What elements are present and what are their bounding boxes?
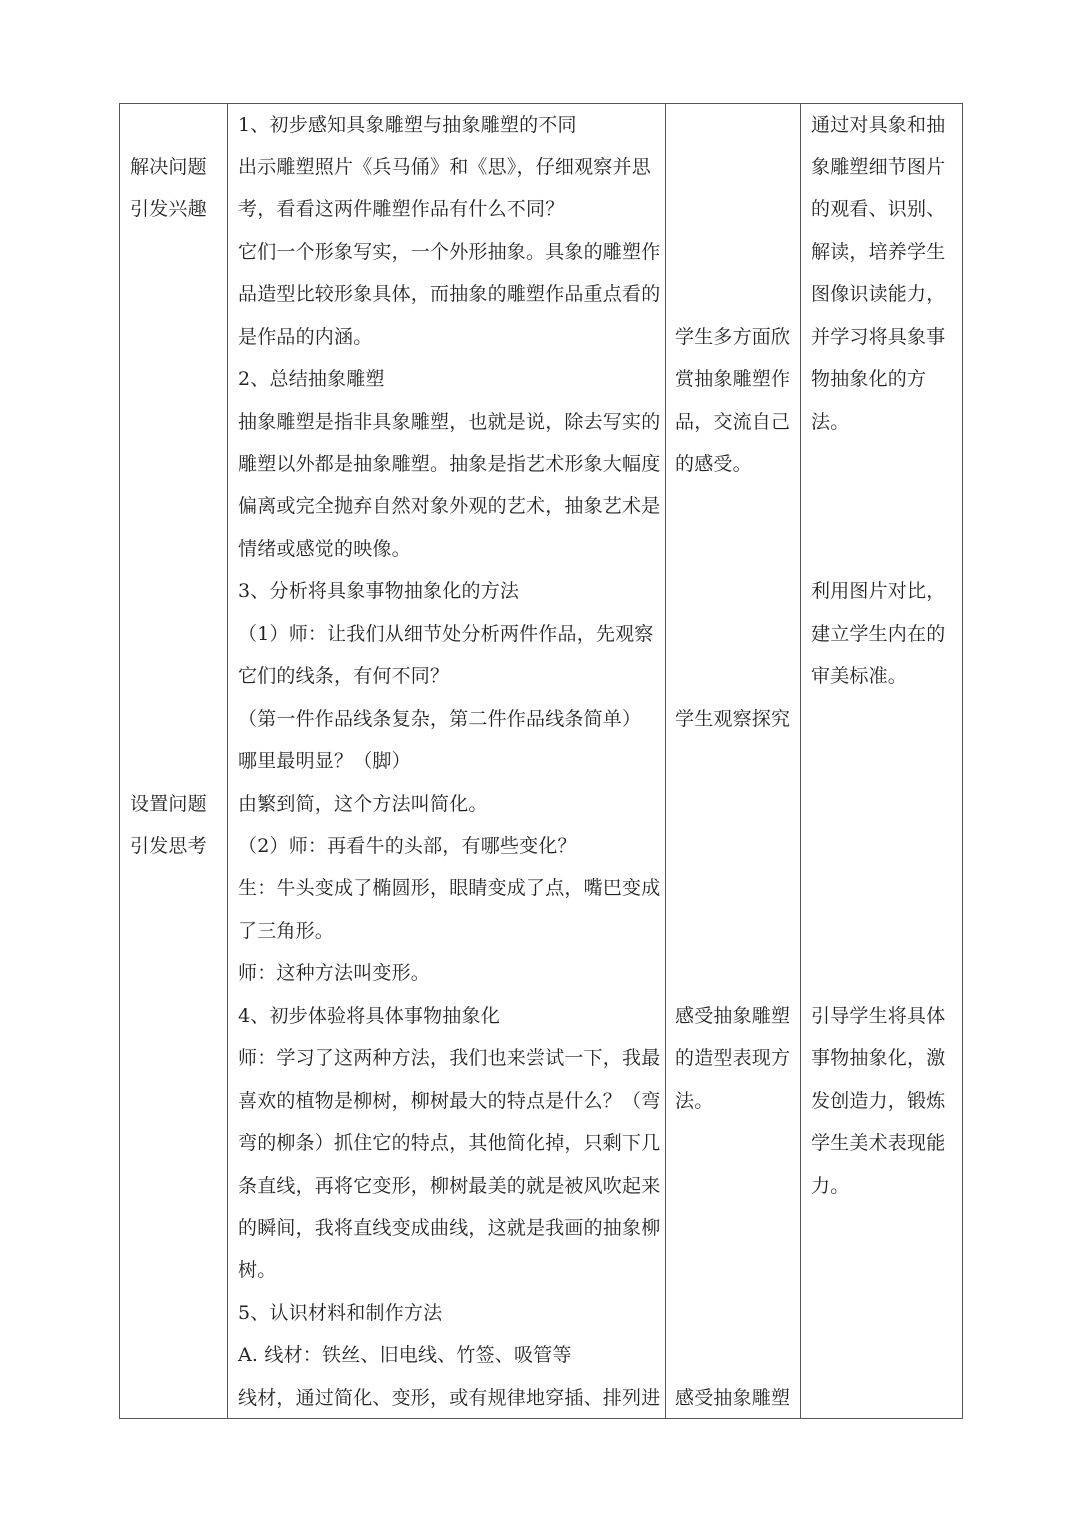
stage-label: 引发思考 [130,835,207,857]
content-line: 雕塑以外都是抽象雕塑。抽象是指艺术形象大幅度 [238,453,661,475]
content-line: 4、初步体验将具体事物抽象化 [238,1005,500,1027]
content-line: 了三角形。 [238,920,335,942]
design-intent-line: 通过对具象和抽 [811,114,946,136]
content-line: 由繁到简，这个方法叫简化。 [238,793,488,815]
content-line: A. 线材：铁丝、旧电线、竹签、吸管等 [238,1344,572,1366]
content-line: 条直线，再将它变形，柳树最美的就是被风吹起来 [238,1175,661,1197]
content-line: （第一件作品线条复杂，第二件作品线条简单） [238,708,642,730]
content-line: 考，看看这两件雕塑作品有什么不同？ [238,198,565,220]
design-intent-line: 审美标准。 [811,665,908,687]
design-intent-line: 解读，培养学生 [811,241,946,263]
content-line: 2、总结抽象雕塑 [238,368,385,390]
content-line: （2）师：再看牛的头部，有哪些变化？ [238,835,577,857]
design-intent-line: 法。 [811,411,850,433]
content-line: 线材，通过简化、变形，或有规律地穿插、排列进 [238,1387,661,1409]
student-activity-line: 学生观察探究 [675,708,791,730]
content-line: 的瞬间，我将直线变成曲线，这就是我画的抽象柳 [238,1217,661,1239]
table-border-right [962,103,963,1419]
content-line: 师：学习了这两种方法，我们也来尝试一下，我最 [238,1047,661,1069]
student-activity-line: 感受抽象雕塑 [675,1387,791,1409]
design-intent-line: 力。 [811,1175,850,1197]
design-intent-line: 的观看、识别、 [811,198,946,220]
content-line: 树。 [238,1259,277,1281]
stage-label: 解决问题 [130,156,207,178]
student-activity-line: 法。 [675,1090,714,1112]
content-line: （1）师：让我们从细节处分析两件作品，先观察 [238,623,654,645]
column-divider-2 [665,103,666,1419]
stage-label: 引发兴趣 [130,198,207,220]
student-activity-line: 品，交流自己 [675,411,791,433]
content-line: 它们一个形象写实，一个外形抽象。具象的雕塑作 [238,241,661,263]
design-intent-line: 引导学生将具体 [811,1005,946,1027]
content-line: 情绪或感觉的映像。 [238,538,411,560]
design-intent-line: 事物抽象化，激 [811,1047,946,1069]
student-activity-line: 感受抽象雕塑 [675,1005,791,1027]
table-border-bottom [119,1418,963,1419]
content-line: 弯的柳条）抓住它的特点，其他简化掉，只剩下几 [238,1132,661,1154]
content-line: 喜欢的植物是柳树，柳树最大的特点是什么？（弯 [238,1090,661,1112]
content-line: 5、认识材料和制作方法 [238,1302,443,1324]
table-border-left [119,103,120,1419]
content-line: 是作品的内涵。 [238,326,373,348]
design-intent-line: 象雕塑细节图片 [811,156,946,178]
stage-label: 设置问题 [130,793,207,815]
student-activity-line: 的感受。 [675,453,752,475]
content-line: 品造型比较形象具体，而抽象的雕塑作品重点看的 [238,283,661,305]
design-intent-line: 学生美术表现能 [811,1132,946,1154]
content-line: 1、初步感知具象雕塑与抽象雕塑的不同 [238,114,577,136]
content-line: 师：这种方法叫变形。 [238,962,431,984]
content-line: 哪里最明显？（脚） [238,750,411,772]
design-intent-line: 物抽象化的方 [811,368,927,390]
student-activity-line: 赏抽象雕塑作 [675,368,791,390]
content-line: 抽象雕塑是指非具象雕塑，也就是说，除去写实的 [238,411,661,433]
design-intent-line: 并学习将具象事 [811,326,946,348]
design-intent-line: 发创造力，锻炼 [811,1090,946,1112]
design-intent-line: 图像识读能力， [811,283,946,305]
design-intent-line: 建立学生内在的 [811,623,946,645]
column-divider-3 [800,103,801,1419]
student-activity-line: 学生多方面欣 [675,326,791,348]
design-intent-line: 利用图片对比， [811,580,946,602]
content-line: 出示雕塑照片《兵马俑》和《思》，仔细观察并思 [238,156,651,178]
content-line: 3、分析将具象事物抽象化的方法 [238,580,520,602]
content-line: 生：牛头变成了椭圆形，眼睛变成了点，嘴巴变成 [238,877,661,899]
content-line: 它们的线条，有何不同？ [238,665,450,687]
column-divider-1 [227,103,228,1419]
content-line: 偏离或完全抛弃自然对象外观的艺术，抽象艺术是 [238,495,661,517]
student-activity-line: 的造型表现方 [675,1047,791,1069]
table-border-top [119,103,963,104]
